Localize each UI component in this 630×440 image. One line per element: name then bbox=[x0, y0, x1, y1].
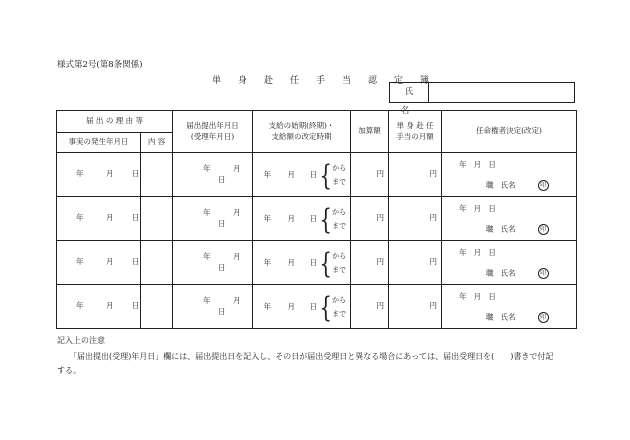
allowance-cell[interactable]: 円 bbox=[389, 153, 442, 197]
period-cell[interactable]: 年 月 日 {から まで bbox=[253, 153, 351, 197]
allowance-cell[interactable]: 円 bbox=[389, 285, 442, 329]
period-cell[interactable]: 年 月 日 {から まで bbox=[253, 241, 351, 285]
occurrence-date-cell[interactable]: 年 月 日 bbox=[57, 197, 141, 241]
addition-cell[interactable]: 円 bbox=[351, 153, 389, 197]
filed-date-cell[interactable]: 年 月日 bbox=[173, 241, 253, 285]
occurrence-date-cell[interactable]: 年 月 日 bbox=[57, 241, 141, 285]
brace-icon: { bbox=[319, 157, 333, 192]
decision-cell[interactable] bbox=[442, 285, 577, 329]
decision-cell[interactable] bbox=[442, 197, 577, 241]
filed-date-cell[interactable]: 年 月日 bbox=[173, 153, 253, 197]
decision-signature: 職 氏名 印 bbox=[486, 224, 549, 235]
from-label: から bbox=[332, 295, 347, 304]
header-decision: 任命権者決定(改定) bbox=[442, 111, 577, 153]
header-period: 支給の始期(終期)・ 支給額の改定時期 bbox=[253, 111, 351, 153]
header-occurrence-date: 事実の発生年月日 bbox=[57, 133, 141, 153]
record-table bbox=[56, 110, 577, 329]
decision-date: 年 月 日 bbox=[459, 292, 496, 301]
period-cell[interactable]: 年 月 日 {から まで bbox=[253, 197, 351, 241]
decision-date: 年 月 日 bbox=[459, 204, 496, 213]
content-cell[interactable] bbox=[141, 197, 173, 241]
brace-icon: { bbox=[319, 289, 333, 324]
brace-icon: { bbox=[319, 245, 333, 280]
brace-icon: { bbox=[319, 201, 333, 236]
from-label: から bbox=[332, 163, 347, 172]
decision-date: 年 月 日 bbox=[459, 248, 496, 257]
until-label: まで bbox=[332, 177, 347, 186]
until-label: まで bbox=[332, 265, 347, 274]
decision-signature: 職 氏名 印 bbox=[486, 180, 549, 191]
decision-signature: 職 氏名 印 bbox=[486, 268, 549, 279]
header-allowance: 単 身 赴 任 手当の月額 bbox=[389, 111, 442, 153]
header-filed-date: 届出提出年月日 (受理年月日) bbox=[173, 111, 253, 153]
seal-icon: 印 bbox=[538, 224, 549, 235]
table-row bbox=[57, 153, 577, 197]
name-field[interactable] bbox=[429, 83, 574, 102]
filed-date-cell[interactable]: 年 月日 bbox=[173, 285, 253, 329]
document-title: 単身赴任手当認定簿 bbox=[212, 76, 447, 86]
decision-cell[interactable] bbox=[442, 153, 577, 197]
allowance-cell[interactable]: 円 bbox=[389, 197, 442, 241]
content-cell[interactable] bbox=[141, 241, 173, 285]
decision-signature: 職 氏名 印 bbox=[486, 312, 549, 323]
content-cell[interactable] bbox=[141, 153, 173, 197]
name-box bbox=[389, 82, 575, 116]
addition-cell[interactable]: 円 bbox=[351, 285, 389, 329]
table-row bbox=[57, 241, 577, 285]
table-row bbox=[57, 285, 577, 329]
occurrence-date-cell[interactable]: 年 月 日 bbox=[57, 153, 141, 197]
decision-cell[interactable] bbox=[442, 241, 577, 285]
notes-body: 「届出提出(受理)年月日」欄には、届出提出日を記入し、その日が届出受理日と異なる場合にあっては、届出受理日を( )書きで付記する。 bbox=[57, 352, 554, 375]
table-row bbox=[57, 197, 577, 241]
filed-date-cell[interactable]: 年 月日 bbox=[173, 197, 253, 241]
seal-icon: 印 bbox=[538, 268, 549, 279]
content-cell[interactable] bbox=[141, 285, 173, 329]
header-addition: 加算額 bbox=[351, 111, 389, 153]
addition-cell[interactable]: 円 bbox=[351, 197, 389, 241]
from-label: から bbox=[332, 251, 347, 260]
from-label: から bbox=[332, 207, 347, 216]
until-label: まで bbox=[332, 309, 347, 318]
decision-date: 年 月 日 bbox=[459, 160, 496, 169]
header-reason: 届 出 の 理 由 等 bbox=[57, 111, 173, 133]
period-cell[interactable]: 年 月 日 {から まで bbox=[253, 285, 351, 329]
name-label: 氏名 bbox=[390, 83, 429, 102]
header-content: 内 容 bbox=[141, 133, 173, 153]
notes-title: 記入上の注意 bbox=[57, 336, 105, 345]
until-label: まで bbox=[332, 221, 347, 230]
seal-icon: 印 bbox=[538, 180, 549, 191]
allowance-cell[interactable]: 円 bbox=[389, 241, 442, 285]
seal-icon: 印 bbox=[538, 312, 549, 323]
addition-cell[interactable]: 円 bbox=[351, 241, 389, 285]
form-number: 様式第2号(第8条関係) bbox=[57, 60, 143, 70]
occurrence-date-cell[interactable]: 年 月 日 bbox=[57, 285, 141, 329]
